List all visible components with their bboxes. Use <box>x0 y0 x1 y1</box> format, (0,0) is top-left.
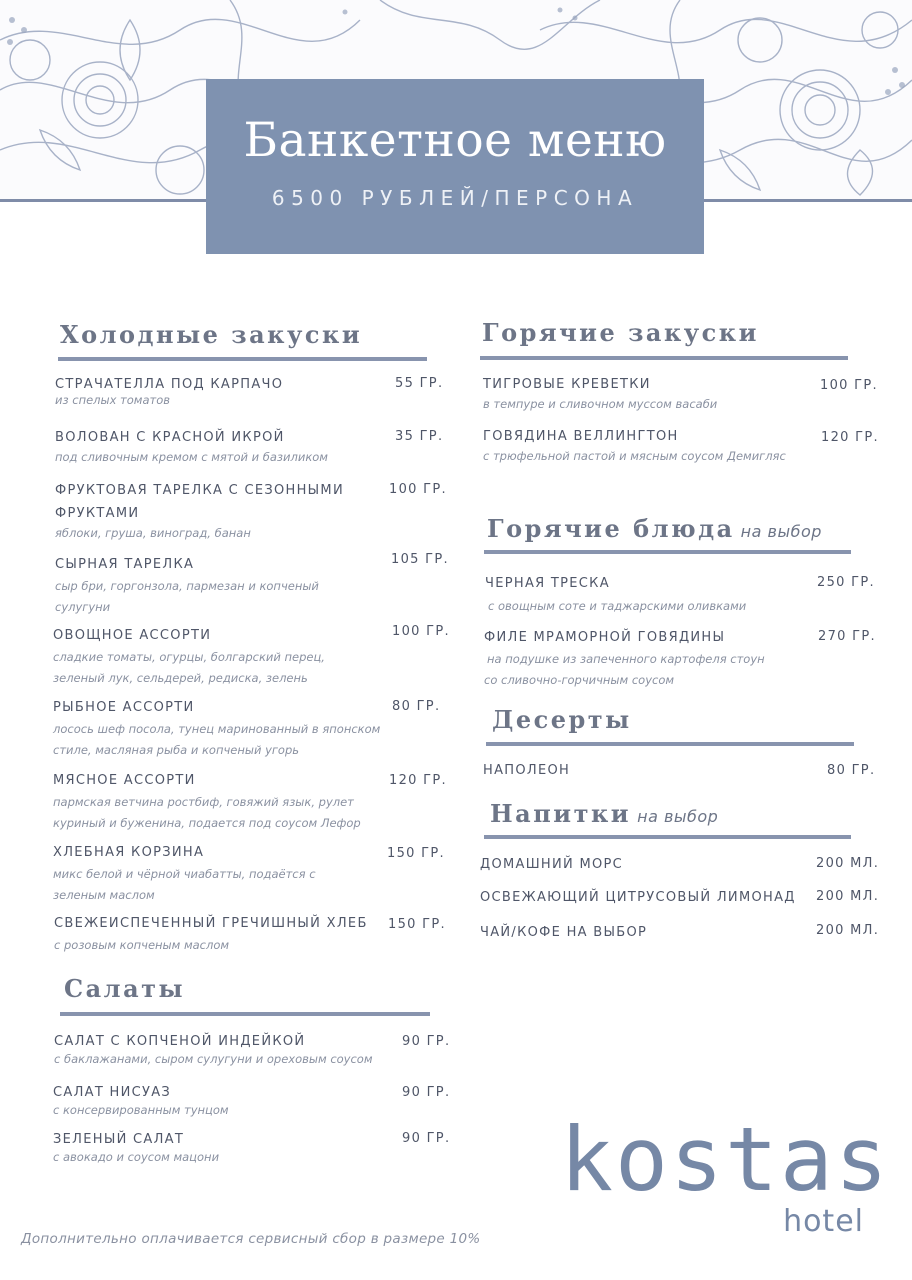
section-rule-desserts <box>486 742 854 746</box>
item-name: ЧАЙ/КОФЕ НА ВЫБОР <box>480 925 648 940</box>
item-price: 100 ГР. <box>389 482 447 497</box>
item-name: ХЛЕБНАЯ КОРЗИНА <box>53 845 205 860</box>
item-desc: лосось шеф посола, тунец маринованный в японском стиле, масляная рыба и копченый угорь <box>53 722 381 757</box>
item-price: 270 ГР. <box>818 629 876 644</box>
section-rule-hot-dishes <box>484 550 851 554</box>
item-desc: микс белой и чёрной чиабатты, подаётся с зеленым маслом <box>53 867 316 902</box>
logo-brand: kostas <box>560 1108 890 1211</box>
item-desc: с авокадо и соусом мацони <box>53 1150 220 1164</box>
menu-item-salad-2 <box>53 1081 373 1121</box>
item-price: 200 МЛ. <box>816 856 880 871</box>
item-price: 100 ГР. <box>820 378 878 393</box>
item-price: 35 ГР. <box>395 429 444 444</box>
item-price: 105 ГР. <box>391 552 449 567</box>
item-name: ЧЕРНАЯ ТРЕСКА <box>485 576 610 591</box>
menu-item-drink-2 <box>480 886 810 909</box>
section-title-hot-starters: Горячие закуски <box>482 318 759 347</box>
section-rule-salads <box>60 1012 430 1016</box>
menu-item-cold-5 <box>53 624 353 689</box>
item-price: 100 ГР. <box>392 624 450 639</box>
item-name: РЫБНОЕ АССОРТИ <box>53 700 195 715</box>
item-desc: с трюфельной пастой и мясным соусом Демигляс <box>483 449 786 463</box>
item-name: ФИЛЕ МРАМОРНОЙ ГОВЯДИНЫ <box>484 630 726 645</box>
item-desc: с овощным соте и таджарскими оливками <box>488 599 747 613</box>
section-title-text: Напитки <box>490 799 632 828</box>
section-note: на выбор <box>740 522 822 541</box>
logo-sub: hotel <box>783 1204 864 1239</box>
item-name: ТИГРОВЫЕ КРЕВЕТКИ <box>483 377 651 392</box>
item-name: ГОВЯДИНА ВЕЛЛИНГТОН <box>483 429 679 444</box>
item-desc: сладкие томаты, огурцы, болгарский перец, зеленый лук, сельдерей, редиска, зелень <box>53 650 325 685</box>
page-title: Банкетное меню <box>243 113 667 168</box>
item-desc: сыр бри, горгонзола, пармезан и копченый сулугуни <box>55 579 319 614</box>
menu-item-drink-1 <box>480 853 800 876</box>
item-price: 200 МЛ. <box>816 889 880 904</box>
service-fee-note: Дополнительно оплачивается сервисный сбор в размере 10% <box>21 1231 481 1247</box>
item-name: ОСВЕЖАЮЩИЙ ЦИТРУСОВЫЙ ЛИМОНАД <box>480 890 796 905</box>
item-price: 250 ГР. <box>817 575 875 590</box>
item-name: СТРАЧАТЕЛЛА ПОД КАРПАЧО <box>55 377 284 392</box>
menu-item-salad-3 <box>53 1128 373 1168</box>
menu-item-hot-dish-2 <box>484 626 814 691</box>
section-rule-cold <box>58 357 427 361</box>
section-title-cold: Холодные закуски <box>60 320 363 349</box>
menu-item-dessert-1 <box>483 759 783 782</box>
item-price: 80 ГР. <box>827 763 876 778</box>
item-name: НАПОЛЕОН <box>483 763 571 778</box>
section-title-salads: Салаты <box>64 974 186 1003</box>
item-price: 90 ГР. <box>402 1085 451 1100</box>
menu-item-salad-1 <box>54 1030 394 1070</box>
title-box <box>206 79 704 254</box>
item-name: ДОМАШНИЙ МОРС <box>480 857 624 872</box>
price-per-person: 6500 РУБЛЕЙ/ПЕРСОНА <box>271 186 639 210</box>
menu-item-hot-starter-2 <box>483 425 813 467</box>
menu-item-cold-3 <box>55 479 355 544</box>
item-desc: в темпуре и сливочном муссом васаби <box>483 397 718 411</box>
section-title-drinks <box>490 799 718 828</box>
menu-item-hot-starter-1 <box>483 373 783 415</box>
item-desc: на подушке из запеченного картофеля стоун <box>487 652 765 666</box>
section-title-desserts: Десерты <box>492 705 632 734</box>
section-rule-drinks <box>484 835 851 839</box>
item-name: ЗЕЛЕНЫЙ САЛАТ <box>53 1132 185 1147</box>
item-desc: под сливочным кремом с мятой и базиликом <box>55 450 328 464</box>
item-desc-cont: со сливочно-горчичным соусом <box>484 673 675 687</box>
item-desc: с розовым копченым маслом <box>54 938 230 952</box>
item-name: СЫРНАЯ ТАРЕЛКА <box>55 557 195 572</box>
item-name: СВЕЖЕИСПЕЧЕННЫЙ ГРЕЧИШНЫЙ ХЛЕБ <box>54 916 368 931</box>
item-price: 150 ГР. <box>388 917 446 932</box>
menu-item-cold-1 <box>55 373 375 411</box>
item-name: САЛАТ С КОПЧЕНОЙ ИНДЕЙКОЙ <box>54 1034 306 1049</box>
item-desc: из спелых томатов <box>55 393 171 407</box>
menu-item-cold-2 <box>55 426 375 468</box>
item-name: МЯСНОЕ АССОРТИ <box>53 773 196 788</box>
menu-item-cold-7 <box>53 769 378 834</box>
item-name: ОВОЩНОЕ АССОРТИ <box>53 628 212 643</box>
hotel-logo <box>560 1108 890 1250</box>
item-desc: пармская ветчина ростбиф, говяжий язык, рулет куриный и буженина, подается под соусом Лефор <box>53 795 361 830</box>
menu-item-cold-6 <box>53 696 383 761</box>
item-price: 90 ГР. <box>402 1034 451 1049</box>
item-name: САЛАТ НИСУАЗ <box>53 1085 172 1100</box>
section-note: на выбор <box>637 807 719 826</box>
item-price: 150 ГР. <box>387 846 445 861</box>
section-title-hot-dishes <box>487 514 822 543</box>
item-price: 120 ГР. <box>821 430 879 445</box>
item-name: ВОЛОВАН С КРАСНОЙ ИКРОЙ <box>55 430 285 445</box>
menu-item-cold-4 <box>55 553 350 618</box>
item-name: ФРУКТОВАЯ ТАРЕЛКА С СЕЗОННЫМИ ФРУКТАМИ <box>55 483 344 521</box>
item-desc: яблоки, груша, виноград, банан <box>55 526 251 540</box>
item-price: 200 МЛ. <box>816 923 880 938</box>
item-price: 80 ГР. <box>392 699 441 714</box>
section-title-text: Горячие блюда <box>487 514 735 543</box>
item-price: 55 ГР. <box>395 376 444 391</box>
menu-item-hot-dish-1 <box>485 572 785 617</box>
item-desc: с баклажанами, сыром сулугуни и ореховым соусом <box>54 1052 373 1066</box>
item-price: 120 ГР. <box>389 773 447 788</box>
menu-item-cold-8 <box>53 841 353 906</box>
menu-item-drink-3 <box>480 921 800 944</box>
item-price: 90 ГР. <box>402 1131 451 1146</box>
menu-item-cold-9 <box>54 912 384 956</box>
item-desc: с консервированным тунцом <box>53 1103 229 1117</box>
section-rule-hot-starters <box>480 356 848 360</box>
